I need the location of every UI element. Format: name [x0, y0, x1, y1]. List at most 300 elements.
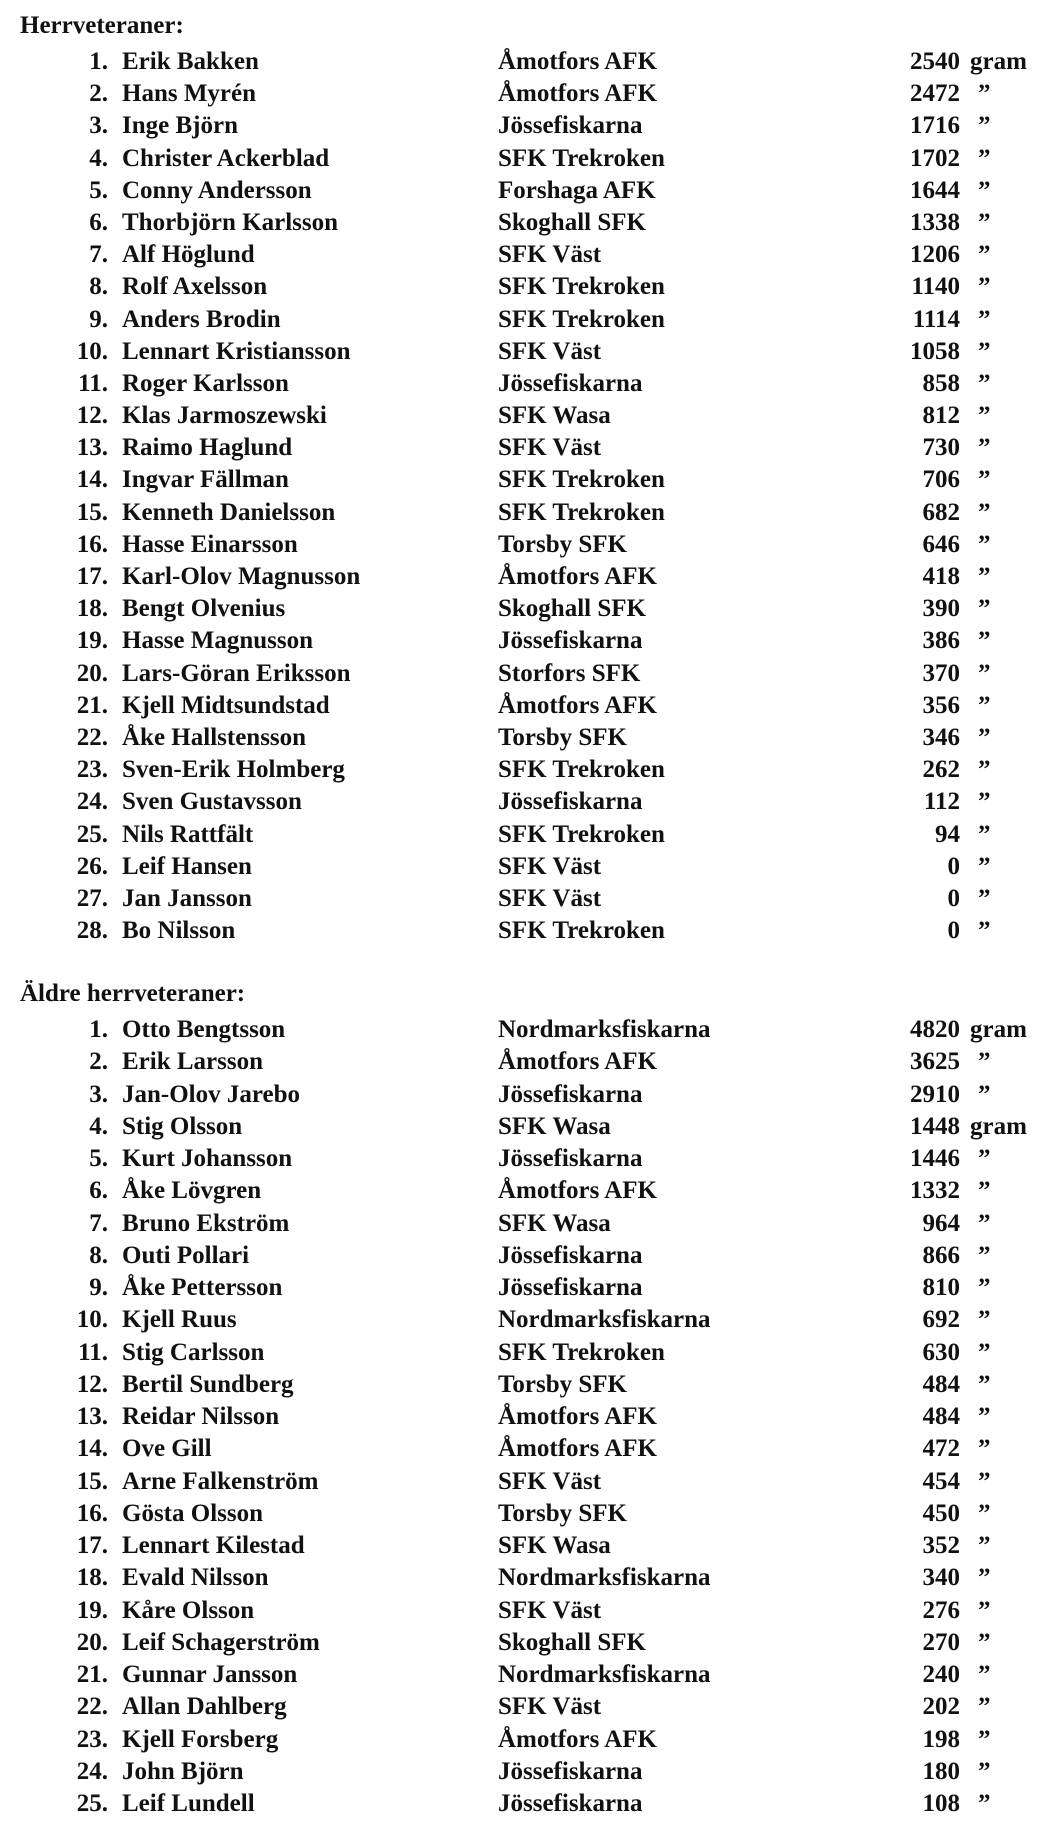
- angler-name: Leif Schagerström: [122, 1628, 320, 1656]
- club-name: Skoghall SFK: [498, 595, 646, 623]
- catch-weight: 4820: [910, 1016, 960, 1043]
- club-name: Jössefiskarna: [498, 1757, 643, 1785]
- rank-number: 26.: [76, 852, 108, 880]
- club-name: Jössefiskarna: [498, 112, 643, 140]
- rank-number: 2.: [89, 1048, 108, 1076]
- club-name: SFK Trekroken: [498, 305, 665, 333]
- rank-number: 13.: [76, 434, 108, 462]
- weight-unit: ”: [978, 1080, 991, 1108]
- rank-number: 16.: [76, 1499, 108, 1527]
- rank-number: 19.: [76, 1596, 108, 1624]
- rank-number: 7.: [89, 241, 108, 269]
- catch-weight: 262: [922, 756, 960, 784]
- weight-unit: ”: [978, 691, 991, 719]
- angler-name: Kurt Johansson: [122, 1145, 293, 1172]
- weight-unit: gram: [970, 1016, 1027, 1043]
- result-row: [0, 786, 1050, 818]
- rank-number: 2.: [89, 80, 108, 108]
- catch-weight: 0: [947, 884, 960, 912]
- angler-name: Conny Andersson: [122, 176, 312, 204]
- rank-number: 15.: [76, 498, 108, 526]
- rank-number: 7.: [89, 1209, 108, 1237]
- catch-weight: 2472: [910, 80, 960, 108]
- angler-name: John Björn: [122, 1757, 244, 1785]
- result-row: [0, 625, 1050, 657]
- weight-unit: ”: [978, 1725, 991, 1753]
- club-name: SFK Trekroken: [498, 917, 665, 945]
- weight-unit: ”: [978, 144, 991, 172]
- weight-unit: ”: [978, 498, 991, 526]
- rank-number: 19.: [76, 627, 108, 655]
- weight-unit: ”: [978, 917, 991, 945]
- result-row: [0, 304, 1050, 336]
- angler-name: Anders Brodin: [122, 305, 281, 333]
- angler-name: Åke Pettersson: [122, 1274, 283, 1301]
- club-name: Torsby SFK: [498, 723, 627, 751]
- weight-unit: ”: [978, 112, 991, 140]
- result-row: [0, 368, 1050, 400]
- result-row: [0, 46, 1050, 78]
- rank-number: 11.: [78, 1338, 108, 1366]
- club-name: Åmotfors AFK: [498, 1435, 657, 1463]
- weight-unit: ”: [978, 1435, 991, 1463]
- catch-weight: 1644: [910, 176, 960, 204]
- catch-weight: 810: [922, 1274, 960, 1301]
- weight-unit: ”: [978, 1467, 991, 1495]
- club-name: SFK Trekroken: [498, 498, 665, 526]
- catch-weight: 418: [922, 563, 960, 590]
- weight-unit: ”: [978, 852, 991, 880]
- result-row: [0, 1401, 1050, 1433]
- catch-weight: 682: [922, 498, 960, 526]
- club-name: SFK Väst: [498, 1596, 602, 1624]
- angler-name: Kjell Ruus: [122, 1306, 237, 1334]
- catch-weight: 1716: [910, 112, 960, 140]
- catch-weight: 1140: [911, 273, 960, 301]
- weight-unit: ”: [978, 820, 991, 848]
- angler-name: Reidar Nilsson: [122, 1403, 280, 1430]
- rank-number: 6.: [89, 1177, 108, 1205]
- result-row: [0, 432, 1050, 464]
- result-row: [0, 1659, 1050, 1691]
- rank-number: 17.: [76, 1532, 108, 1559]
- result-row: [0, 1691, 1050, 1723]
- rank-number: 28.: [76, 917, 108, 945]
- catch-weight: 386: [922, 627, 960, 655]
- result-row: [0, 1175, 1050, 1207]
- weight-unit: ”: [978, 241, 991, 269]
- rank-number: 14.: [76, 466, 108, 494]
- catch-weight: 370: [922, 659, 960, 687]
- result-row: [0, 78, 1050, 110]
- angler-name: Nils Rattfält: [122, 820, 254, 848]
- weight-unit: ”: [978, 305, 991, 333]
- angler-name: Hasse Einarsson: [122, 530, 298, 558]
- club-name: SFK Wasa: [498, 1209, 611, 1237]
- weight-unit: ”: [978, 1693, 991, 1721]
- result-row: [0, 883, 1050, 915]
- result-row: [0, 1627, 1050, 1659]
- angler-name: Åke Lövgren: [122, 1177, 262, 1205]
- section-heading: Herrveteraner:: [20, 12, 184, 39]
- catch-weight: 2540: [910, 48, 960, 75]
- angler-name: Leif Hansen: [122, 852, 252, 880]
- results-list: [0, 1014, 1050, 1820]
- result-row: [0, 593, 1050, 625]
- angler-name: Kåre Olsson: [122, 1596, 255, 1624]
- club-name: SFK Wasa: [498, 1532, 611, 1559]
- results-list: [0, 46, 1050, 947]
- result-row: [0, 1433, 1050, 1465]
- rank-number: 23.: [76, 756, 108, 784]
- result-row: [0, 1143, 1050, 1175]
- club-name: Torsby SFK: [498, 1370, 627, 1398]
- club-name: Storfors SFK: [498, 659, 641, 687]
- club-name: SFK Trekroken: [498, 756, 665, 784]
- catch-weight: 1114: [912, 305, 960, 333]
- result-row: [0, 239, 1050, 271]
- angler-name: Hans Myrén: [122, 80, 257, 108]
- rank-number: 20.: [76, 1628, 108, 1656]
- catch-weight: 94: [935, 820, 960, 848]
- catch-weight: 1448: [910, 1112, 960, 1140]
- weight-unit: ”: [978, 466, 991, 494]
- weight-unit: ”: [978, 1370, 991, 1398]
- catch-weight: 390: [922, 595, 960, 623]
- rank-number: 9.: [89, 1274, 108, 1301]
- rank-number: 16.: [76, 530, 108, 558]
- catch-weight: 0: [947, 852, 960, 880]
- club-name: SFK Wasa: [498, 402, 611, 430]
- club-name: Åmotfors AFK: [498, 1177, 657, 1205]
- rank-number: 4.: [89, 144, 108, 172]
- weight-unit: gram: [970, 1112, 1027, 1140]
- club-name: SFK Väst: [498, 884, 602, 912]
- rank-number: 3.: [89, 1080, 108, 1108]
- club-name: SFK Väst: [498, 1693, 602, 1721]
- rank-number: 5.: [89, 1145, 108, 1172]
- weight-unit: ”: [978, 1274, 991, 1301]
- result-row: [0, 1304, 1050, 1336]
- weight-unit: ”: [978, 1596, 991, 1624]
- angler-name: Bertil Sundberg: [122, 1370, 294, 1398]
- rank-number: 9.: [89, 305, 108, 333]
- result-row: [0, 1272, 1050, 1304]
- weight-unit: ”: [978, 1628, 991, 1656]
- rank-number: 8.: [89, 273, 108, 301]
- angler-name: Sven-Erik Holmberg: [122, 756, 345, 784]
- rank-number: 11.: [78, 369, 108, 397]
- angler-name: Raimo Haglund: [122, 434, 293, 462]
- catch-weight: 108: [922, 1790, 960, 1817]
- catch-weight: 1446: [910, 1145, 960, 1172]
- weight-unit: ”: [978, 1209, 991, 1237]
- result-row: [0, 110, 1050, 142]
- catch-weight: 112: [923, 788, 960, 816]
- club-name: Åmotfors AFK: [498, 1048, 657, 1076]
- weight-unit: ”: [978, 595, 991, 623]
- weight-unit: ”: [978, 756, 991, 784]
- result-row: [0, 1498, 1050, 1530]
- catch-weight: 692: [922, 1306, 960, 1334]
- weight-unit: ”: [978, 530, 991, 558]
- catch-weight: 730: [922, 434, 960, 462]
- angler-name: Erik Larsson: [122, 1048, 264, 1076]
- angler-name: Allan Dahlberg: [122, 1693, 287, 1721]
- result-row: [0, 175, 1050, 207]
- club-name: Forshaga AFK: [498, 176, 656, 204]
- angler-name: Lennart Kilestad: [122, 1532, 305, 1559]
- club-name: Åmotfors AFK: [498, 1403, 657, 1430]
- angler-name: Jan Jansson: [122, 884, 252, 912]
- angler-name: Outi Pollari: [122, 1241, 250, 1269]
- result-row: [0, 722, 1050, 754]
- catch-weight: 484: [922, 1403, 960, 1430]
- result-row: [0, 400, 1050, 432]
- club-name: SFK Väst: [498, 1467, 602, 1495]
- weight-unit: ”: [978, 659, 991, 687]
- angler-name: Lars-Göran Eriksson: [122, 659, 351, 687]
- result-row: [0, 529, 1050, 561]
- result-row: [0, 915, 1050, 947]
- weight-unit: ”: [978, 1338, 991, 1366]
- weight-unit: ”: [978, 176, 991, 204]
- rank-number: 8.: [89, 1241, 108, 1269]
- result-row: [0, 1208, 1050, 1240]
- result-row: [0, 1788, 1050, 1820]
- result-row: [0, 690, 1050, 722]
- weight-unit: gram: [970, 48, 1027, 75]
- club-name: Nordmarksfiskarna: [498, 1306, 711, 1334]
- result-row: [0, 1756, 1050, 1788]
- rank-number: 13.: [76, 1403, 108, 1430]
- angler-name: Kjell Forsberg: [122, 1725, 279, 1753]
- angler-name: Alf Höglund: [122, 241, 255, 269]
- catch-weight: 450: [922, 1499, 960, 1527]
- angler-name: Gösta Olsson: [122, 1499, 264, 1527]
- catch-weight: 346: [922, 723, 960, 751]
- angler-name: Christer Ackerblad: [122, 144, 330, 172]
- result-row: [0, 1466, 1050, 1498]
- rank-number: 12.: [76, 402, 108, 430]
- rank-number: 22.: [76, 723, 108, 751]
- rank-number: 25.: [76, 1790, 108, 1817]
- rank-number: 6.: [89, 208, 108, 236]
- catch-weight: 964: [922, 1209, 960, 1237]
- result-row: [0, 1046, 1050, 1078]
- catch-weight: 198: [922, 1725, 960, 1753]
- angler-name: Klas Jarmoszewski: [122, 402, 327, 430]
- weight-unit: ”: [978, 1757, 991, 1785]
- result-row: [0, 1240, 1050, 1272]
- weight-unit: ”: [978, 402, 991, 430]
- result-row: [0, 464, 1050, 496]
- angler-name: Sven Gustavsson: [122, 788, 302, 816]
- angler-name: Lennart Kristiansson: [122, 337, 351, 365]
- club-name: Åmotfors AFK: [498, 563, 657, 590]
- catch-weight: 202: [922, 1693, 960, 1721]
- weight-unit: ”: [978, 434, 991, 462]
- rank-number: 18.: [76, 595, 108, 623]
- club-name: SFK Väst: [498, 241, 602, 269]
- club-name: Åmotfors AFK: [498, 48, 657, 75]
- result-row: [0, 271, 1050, 303]
- angler-name: Ingvar Fällman: [122, 466, 289, 494]
- result-row: [0, 561, 1050, 593]
- weight-unit: ”: [978, 884, 991, 912]
- catch-weight: 240: [922, 1661, 960, 1688]
- weight-unit: ”: [978, 80, 991, 108]
- club-name: Åmotfors AFK: [498, 691, 657, 719]
- rank-number: 24.: [76, 788, 108, 816]
- weight-unit: ”: [978, 1145, 991, 1172]
- club-name: SFK Trekroken: [498, 144, 665, 172]
- result-row: [0, 754, 1050, 786]
- club-name: SFK Väst: [498, 852, 602, 880]
- result-row: [0, 819, 1050, 851]
- rank-number: 23.: [76, 1725, 108, 1753]
- angler-name: Thorbjörn Karlsson: [122, 208, 339, 236]
- club-name: Nordmarksfiskarna: [498, 1661, 711, 1688]
- rank-number: 5.: [89, 176, 108, 204]
- club-name: Jössefiskarna: [498, 369, 643, 397]
- rank-number: 14.: [76, 1435, 108, 1463]
- weight-unit: ”: [978, 1532, 991, 1559]
- club-name: Jössefiskarna: [498, 1080, 643, 1108]
- weight-unit: ”: [978, 337, 991, 365]
- weight-unit: ”: [978, 273, 991, 301]
- weight-unit: ”: [978, 1499, 991, 1527]
- rank-number: 4.: [89, 1112, 108, 1140]
- angler-name: Roger Karlsson: [122, 369, 289, 397]
- club-name: SFK Trekroken: [498, 1338, 665, 1366]
- club-name: Jössefiskarna: [498, 1145, 643, 1172]
- weight-unit: ”: [978, 1564, 991, 1592]
- result-row: [0, 1562, 1050, 1594]
- rank-number: 1.: [89, 1016, 108, 1043]
- rank-number: 22.: [76, 1693, 108, 1721]
- result-row: [0, 1369, 1050, 1401]
- weight-unit: ”: [978, 1306, 991, 1334]
- angler-name: Leif Lundell: [122, 1790, 255, 1817]
- rank-number: 24.: [76, 1757, 108, 1785]
- catch-weight: 1338: [910, 208, 960, 236]
- club-name: Åmotfors AFK: [498, 1725, 657, 1753]
- catch-weight: 180: [922, 1757, 960, 1785]
- catch-weight: 1206: [910, 241, 960, 269]
- catch-weight: 340: [922, 1564, 960, 1592]
- catch-weight: 1058: [910, 337, 960, 365]
- club-name: Jössefiskarna: [498, 627, 643, 655]
- weight-unit: ”: [978, 1661, 991, 1688]
- club-name: Torsby SFK: [498, 1499, 627, 1527]
- result-row: [0, 497, 1050, 529]
- catch-weight: 1702: [910, 144, 960, 172]
- catch-weight: 270: [922, 1628, 960, 1656]
- club-name: Skoghall SFK: [498, 1628, 646, 1656]
- catch-weight: 484: [922, 1370, 960, 1398]
- rank-number: 18.: [76, 1564, 108, 1592]
- weight-unit: ”: [978, 208, 991, 236]
- club-name: SFK Väst: [498, 337, 602, 365]
- angler-name: Kenneth Danielsson: [122, 498, 336, 526]
- club-name: Jössefiskarna: [498, 1274, 643, 1301]
- weight-unit: ”: [978, 563, 991, 590]
- angler-name: Jan-Olov Jarebo: [122, 1080, 301, 1108]
- catch-weight: 812: [922, 402, 960, 430]
- catch-weight: 2910: [910, 1080, 960, 1108]
- angler-name: Kjell Midtsundstad: [122, 691, 330, 719]
- catch-weight: 356: [922, 691, 960, 719]
- result-row: [0, 1530, 1050, 1562]
- club-name: SFK Trekroken: [498, 820, 665, 848]
- catch-weight: 472: [922, 1435, 960, 1463]
- result-row: [0, 1337, 1050, 1369]
- angler-name: Stig Olsson: [122, 1112, 243, 1140]
- result-row: [0, 1111, 1050, 1143]
- weight-unit: ”: [978, 723, 991, 751]
- rank-number: 20.: [76, 659, 108, 687]
- club-name: SFK Wasa: [498, 1112, 611, 1140]
- result-row: [0, 1724, 1050, 1756]
- rank-number: 3.: [89, 112, 108, 140]
- catch-weight: 352: [922, 1532, 960, 1559]
- result-row: [0, 1079, 1050, 1111]
- club-name: Jössefiskarna: [498, 788, 643, 816]
- rank-number: 10.: [76, 337, 108, 365]
- weight-unit: ”: [978, 369, 991, 397]
- catch-weight: 630: [922, 1338, 960, 1366]
- catch-weight: 646: [922, 530, 960, 558]
- catch-weight: 3625: [910, 1048, 960, 1076]
- rank-number: 21.: [76, 691, 108, 719]
- angler-name: Erik Bakken: [122, 48, 259, 75]
- angler-name: Otto Bengtsson: [122, 1016, 286, 1043]
- weight-unit: ”: [978, 788, 991, 816]
- angler-name: Bengt Olvenius: [122, 595, 286, 623]
- result-row: [0, 143, 1050, 175]
- section-heading: Äldre herrveteraner:: [20, 980, 246, 1007]
- angler-name: Gunnar Jansson: [122, 1661, 298, 1688]
- result-row: [0, 1014, 1050, 1046]
- club-name: Skoghall SFK: [498, 208, 646, 236]
- rank-number: 12.: [76, 1370, 108, 1398]
- angler-name: Bo Nilsson: [122, 917, 236, 945]
- weight-unit: ”: [978, 627, 991, 655]
- club-name: Nordmarksfiskarna: [498, 1016, 711, 1043]
- weight-unit: ”: [978, 1177, 991, 1205]
- catch-weight: 276: [922, 1596, 960, 1624]
- rank-number: 27.: [76, 884, 108, 912]
- angler-name: Inge Björn: [122, 112, 238, 140]
- rank-number: 15.: [76, 1467, 108, 1495]
- catch-weight: 1332: [910, 1177, 960, 1205]
- catch-weight: 866: [922, 1241, 960, 1269]
- angler-name: Stig Carlsson: [122, 1338, 265, 1366]
- club-name: Nordmarksfiskarna: [498, 1564, 711, 1592]
- angler-name: Karl-Olov Magnusson: [122, 563, 361, 590]
- result-row: [0, 336, 1050, 368]
- angler-name: Evald Nilsson: [122, 1564, 269, 1592]
- rank-number: 10.: [76, 1306, 108, 1334]
- rank-number: 17.: [76, 563, 108, 590]
- rank-number: 25.: [76, 820, 108, 848]
- weight-unit: ”: [978, 1241, 991, 1269]
- result-row: [0, 851, 1050, 883]
- club-name: SFK Trekroken: [498, 466, 665, 494]
- angler-name: Ove Gill: [122, 1435, 212, 1463]
- result-row: [0, 1595, 1050, 1627]
